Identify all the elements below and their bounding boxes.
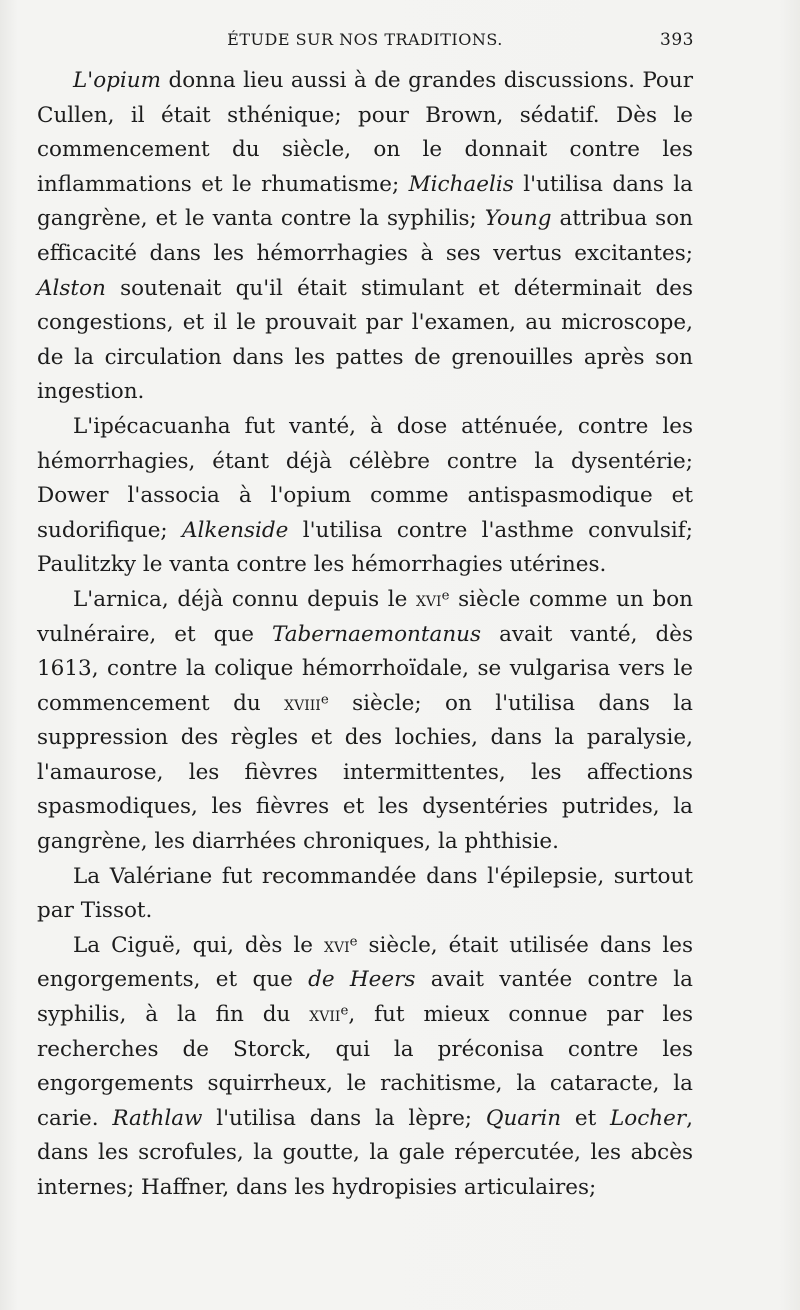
text-run: et <box>561 1105 611 1131</box>
text-run: siècle, était utilisée dans les engorgements, et que <box>37 932 693 993</box>
text-run: l'utilisa dans la lèpre; <box>202 1105 486 1131</box>
text-run: L'arnica, déjà connu depuis le <box>73 586 416 612</box>
italic-run: Tabernaemontanus <box>272 621 482 647</box>
italic-run: L' <box>73 68 94 93</box>
text-run: , fut mieux connue par les recherches de Storck, qui la préconisa contre les engorgements squirrheux, le rachitisme, la cataracte, la carie. <box>37 1002 693 1131</box>
superscript: e <box>441 588 450 604</box>
text-run: soutenait qu'il était stimulant et déterminait des congestions, et il le prouvait par l'examen, au microscope, de la circulation dans les pattes de grenouilles après son ingestion. <box>37 275 693 405</box>
text-run: L'ipécacuanha fut vanté, à dose atténuée, contre les hémorrhagies, étant déjà célèbre contre la dysentérie; Dower l'associa à l'opium comme antispasmodique et sudorifique; <box>37 413 693 543</box>
text-run: siècle; on l'utilisa dans la suppression des règles et des lochies, dans la paralysie, l'amaurose, les fièvres intermittentes, les affections spasmodiques, les fièvres et les dysentéries putrides, la gangrène, les diarrhées chroniques, la phthisie. <box>37 690 693 855</box>
paragraph <box>37 860 693 929</box>
superscript: e <box>320 692 329 708</box>
text-run: l'utilisa contre l'asthme convulsif; Paulitzky le vanta contre les hémorrhagies utérines. <box>37 517 693 578</box>
small-caps-run: xvii <box>309 1003 341 1027</box>
running-header <box>36 30 694 56</box>
italic-run: Rathlaw <box>112 1105 203 1131</box>
text-run: donna lieu aussi à de grandes discussions. Pour Cullen, il était sthénique; pour Brown, sédatif. Dès le commencement du siècle, on le donnait contre les inflammations et le rhumatisme; <box>37 68 693 197</box>
paragraph <box>37 929 693 1206</box>
italic-run: Locher <box>610 1105 687 1131</box>
text-run: l'utilisa dans la gangrène, et le vanta contre la syphilis; <box>37 171 693 232</box>
italic-run: de Heers <box>308 967 416 993</box>
paragraph <box>37 64 693 410</box>
italic-run: Michaelis <box>408 171 514 197</box>
small-caps-run: xviii <box>284 691 321 715</box>
italic-run: Quarin <box>485 1105 562 1131</box>
text-run: avait vantée contre la syphilis, à la fin du <box>37 967 693 1028</box>
running-title: ÉTUDE SUR NOS TRADITIONS. <box>227 30 503 49</box>
italic-run: opium <box>93 68 162 93</box>
superscript: e <box>349 934 358 950</box>
paragraph <box>37 410 693 583</box>
italic-run: Alston <box>37 275 106 301</box>
text-run: La Ciguë, qui, dès le <box>73 932 325 958</box>
paragraph <box>37 583 693 860</box>
text-run: avait vanté, dès 1613, contre la colique hémorrhoïdale, se vulgarisa vers le commencement du <box>37 621 693 716</box>
text-run: attribua son efficacité dans les hémorrhagies à ses vertus excitantes; <box>37 206 693 266</box>
italic-run: Alkenside <box>182 517 289 543</box>
small-caps-run: xvi <box>324 933 350 957</box>
superscript: e <box>340 1003 349 1019</box>
italic-run: Young <box>484 206 552 232</box>
text-run: La Valériane fut recommandée dans l'épilepsie, surtout par Tissot. <box>37 863 693 924</box>
small-caps-run: xvi <box>415 587 442 611</box>
body-text <box>37 64 693 1206</box>
text-run: siècle comme un bon vulnéraire, et que <box>37 586 693 647</box>
text-run: , dans les scrofules, la goutte, la gale répercutée, les abcès internes; Haffner, dans les hydropisies articulaires; <box>37 1105 693 1200</box>
page-number: 393 <box>660 30 694 50</box>
